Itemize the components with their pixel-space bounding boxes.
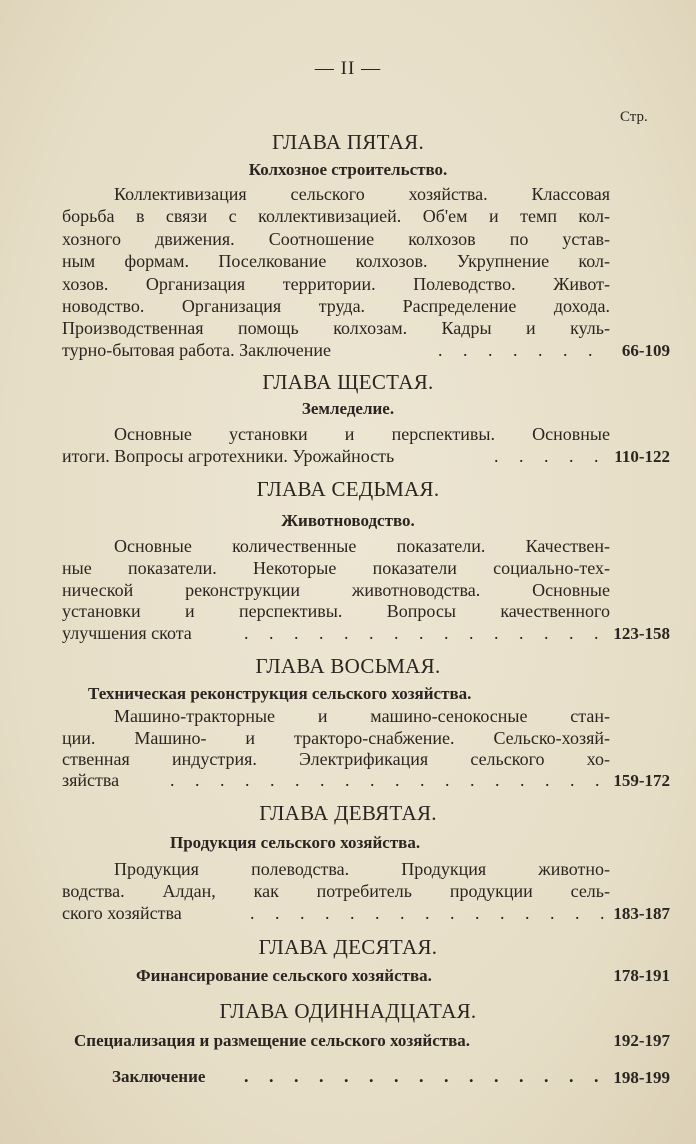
chapter-text-line: хозов. Организация территории. Полеводство. Живот- (62, 274, 610, 294)
chapter-text-line: водства. Алдан, как потребитель продукции сель- (62, 881, 610, 901)
chapter-text-line: хозного движения. Соотношение колхозов по устав- (62, 229, 610, 249)
page-header: — II — (314, 58, 382, 79)
chapter-text-line: новодство. Организация труда. Распределение дохода. (62, 296, 610, 316)
dot-leader: . . . . . . . . . . . . . . . (244, 623, 607, 643)
chapter-text-line: Коллективизация сельского хозяйства. Классовая (114, 184, 610, 204)
chapter-text-line: турно-бытовая работа. Заключение (62, 340, 331, 360)
page-range: 159-172 (613, 771, 670, 790)
chapter-text-line: борьба в связи с коллективизацией. Об'ем и темп кол- (62, 206, 610, 226)
chapter-text-line: нической реконструкции животноводства. Основные (62, 580, 610, 600)
chapter-title: Колхозное строительство. (248, 160, 448, 179)
chapter-text-line: Продукция полеводства. Продукция животно- (114, 859, 610, 879)
chapter-text-line: улучшения скота (62, 623, 192, 643)
page-range: 192-197 (613, 1031, 670, 1050)
chapter-heading: ГЛАВА СЕДЬМАЯ. (256, 477, 440, 501)
page-range: 183-187 (613, 904, 670, 923)
chapter-title: Техническая реконструкция сельского хозяйства. (88, 684, 472, 703)
chapter-title: Земледелие. (301, 399, 395, 418)
page-column-label: Стр. (620, 109, 648, 125)
chapter-text-line: ственная индустрия. Электрификация сельского хо- (62, 749, 610, 769)
dot-leader: . . . . . . . (438, 340, 601, 360)
dot-leader: . . . . . . . . . . . . . . . . . . (170, 770, 608, 790)
chapter-text-line: Основные установки и перспективы. Основные (114, 424, 610, 444)
dot-leader: . . . . . . . . . . . . . . . (244, 1066, 607, 1086)
page-range: 123-158 (613, 624, 670, 643)
page-range: 178-191 (613, 966, 670, 985)
chapter-title: Животноводство. (281, 511, 415, 530)
chapter-heading: ГЛАВА ОДИННАДЦАТАЯ. (219, 999, 477, 1023)
chapter-text-line: ные показатели. Некоторые показатели социально-тех- (62, 558, 610, 578)
chapter-text-line: ции. Машино- и тракторо-снабжение. Сельско-хозяй- (62, 728, 610, 748)
conclusion-title: Заключение (112, 1067, 206, 1086)
chapter-heading: ГЛАВА ЩЕСТАЯ. (262, 370, 434, 394)
dot-leader: . . . . . (494, 446, 607, 466)
dot-leader: . . . . . . . . . . . . . . . (250, 903, 613, 923)
chapter-text-line: зяйства (62, 770, 120, 790)
chapter-text-line: установки и перспективы. Вопросы качественного (62, 601, 610, 621)
chapter-text-line: Производственная помощь колхозам. Кадры и куль- (62, 318, 610, 338)
page-range: 198-199 (613, 1068, 670, 1087)
chapter-heading: ГЛАВА ВОСЬМАЯ. (255, 654, 441, 678)
chapter-title: Специализация и размещение сельского хозяйства. (74, 1031, 471, 1050)
page-range: 110-122 (614, 447, 670, 466)
page-range: 66-109 (621, 341, 670, 360)
chapter-text-line: итоги. Вопросы агротехники. Урожайность (62, 446, 395, 466)
chapter-text-line: ным формам. Поселкование колхозов. Укрупнение кол- (62, 251, 610, 271)
chapter-text-line: Основные количественные показатели. Качествен- (114, 536, 610, 556)
chapter-heading: ГЛАВА ДЕСЯТАЯ. (258, 935, 438, 959)
chapter-heading: ГЛАВА ДЕВЯТАЯ. (259, 801, 437, 825)
chapter-heading: ГЛАВА ПЯТАЯ. (271, 130, 425, 154)
chapter-title: Финансирование сельского хозяйства. (136, 966, 432, 985)
chapter-text-line: Машино-тракторные и машино-сенокосные стан- (114, 706, 610, 726)
chapter-text-line: ского хозяйства (62, 903, 182, 923)
chapter-title: Продукция сельского хозяйства. (170, 833, 421, 852)
